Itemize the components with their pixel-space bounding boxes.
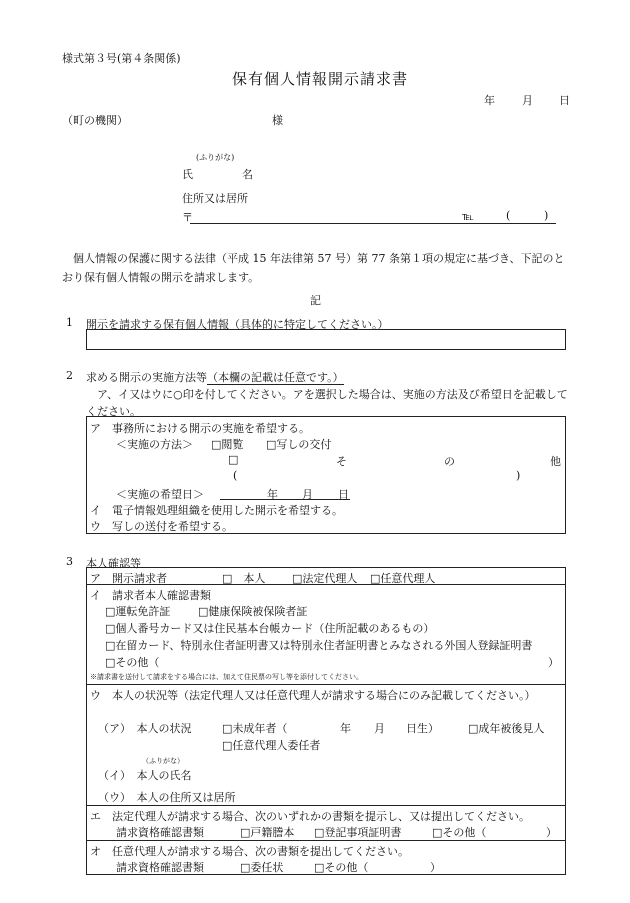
section3-label: 本人確認等 (86, 557, 141, 570)
option-other-paren-open: ( (233, 469, 238, 482)
wish-year: 年 (267, 488, 278, 501)
row-divider (86, 840, 566, 841)
requester-label: ア 開示請求者 (90, 572, 167, 585)
option-other-checkbox[interactable]: □ (228, 453, 239, 466)
legal-other[interactable]: □その他（ (432, 826, 487, 839)
date-year-label: 年 (484, 94, 495, 107)
legal-registry-cert[interactable]: □登記事項証明書 (314, 826, 402, 839)
status-delegator[interactable]: □任意代理人委任者 (222, 739, 321, 752)
legal-other-close: ） (546, 826, 557, 839)
method-label: ＜実施の方法＞ (116, 438, 193, 451)
status-minor[interactable]: □未成年者（ (222, 722, 288, 735)
option-view[interactable]: □閲覧 (211, 438, 244, 451)
section3-number: 3 (66, 555, 73, 568)
option-other-paren-close: ) (516, 469, 521, 482)
furigana-label: (ふりがな) (196, 153, 235, 162)
section2-instruction: ア、イ又はウに○印を付してください。アを選択した場合は、実施の方法及び希望日を記載してください。 (86, 388, 568, 418)
id-other[interactable]: □その他（ (105, 656, 160, 669)
section2-title: 求める開示の実施方法等 (86, 371, 207, 384)
name-label-2: 名 (242, 168, 253, 181)
legal-family-register[interactable]: □戸籍謄本 (240, 826, 295, 839)
page-title: 保有個人情報開示請求書 (232, 70, 409, 88)
voluntary-doc-label: 請求資格確認書類 (116, 861, 204, 874)
option-a-label[interactable]: ア 事務所における開示の実施を希望する。 (90, 422, 310, 435)
voluntary-other-close: ） (430, 861, 441, 874)
id-drivers-license[interactable]: □運転免許証 (105, 605, 171, 618)
row-divider (86, 684, 566, 685)
date-day-label: 日 (559, 94, 570, 107)
section1-label: 開示を請求する保有個人情報（具体的に特定してください。） (86, 318, 389, 331)
name-label-1: 氏 (182, 168, 193, 181)
date-month-label: 月 (522, 94, 533, 107)
option-other-char-2: の (444, 455, 455, 468)
option-copy[interactable]: □写しの交付 (266, 438, 332, 451)
postal-mark: 〒 (182, 211, 193, 224)
tel-mark: ℡ (462, 210, 474, 223)
address-label: 住所又は居所 (182, 192, 248, 205)
status-a-label: （ア） 本人の状況 (98, 722, 192, 735)
legal-agent-label: エ 法定代理人が請求する場合、次のいずれかの書類を提示し、又は提出してください。 (90, 810, 530, 823)
requester-self[interactable]: □ 本人 (222, 572, 266, 585)
status-furigana: （ふりがな） (142, 757, 184, 765)
option-i-label[interactable]: イ 電子情報処理組織を使用した開示を希望する。 (90, 504, 343, 517)
section1-number: 1 (66, 316, 73, 329)
id-other-close: ） (548, 656, 559, 669)
intro-paragraph: 個人情報の保護に関する法律（平成 15 年法律第 57 号）第 77 条第１項の規定に基づき、下記のとおり保有個人情報の開示を請求します。 (62, 252, 565, 284)
status-minor-year: 年 (340, 722, 351, 735)
option-other-char-1: そ (336, 455, 347, 468)
wish-day: 日 (338, 488, 349, 501)
sama-label: 様 (272, 114, 283, 127)
voluntary-power-of-attorney[interactable]: □委任状 (240, 861, 284, 874)
requester-voluntary-agent[interactable]: □任意代理人 (370, 572, 436, 585)
form-number: 様式第３号(第４条関係) (62, 52, 181, 65)
organization-label: （町の機関） (62, 114, 128, 127)
address-underline (190, 223, 556, 224)
status-u-label: （ウ） 本人の住所又は居所 (98, 791, 236, 804)
voluntary-agent-label: オ 任意代理人が請求する場合、次の書類を提出してください。 (90, 845, 409, 858)
legal-doc-label: 請求資格確認書類 (116, 826, 204, 839)
voluntary-other[interactable]: □その他（ (314, 861, 369, 874)
requester-legal-agent[interactable]: □法定代理人 (292, 572, 358, 585)
date-wish-label: ＜実施の希望日＞ (116, 488, 204, 501)
tel-paren-close: ) (544, 209, 549, 222)
wish-date-underline (220, 499, 350, 500)
id-health-insurance[interactable]: □健康保険被保険者証 (198, 605, 308, 618)
id-residence-card[interactable]: □在留カード、特別永住者証明書又は特別永住者証明書とみなされる外国人登録証明書 (105, 639, 533, 652)
id-docs-label: イ 請求者本人確認書類 (90, 589, 211, 602)
status-minor-born: 日生） (406, 722, 439, 735)
status-minor-month: 月 (374, 722, 385, 735)
status-ward[interactable]: □成年被後見人 (468, 722, 545, 735)
row-divider (86, 805, 566, 806)
option-u-label[interactable]: ウ 写しの送付を希望する。 (90, 520, 233, 533)
tel-paren-open: ( (506, 209, 511, 222)
section2-note: （本欄の記載は任意です。） (207, 371, 344, 384)
option-other-char-3: 他 (550, 455, 561, 468)
status-label: ウ 本人の状況等（法定代理人又は任意代理人が請求する場合にのみ記載してください。） (90, 689, 536, 702)
id-mynumber-card[interactable]: □個人番号カード又は住民基本台帳カード（住所記載のあるもの） (105, 622, 435, 635)
id-note: ※請求書を送付して請求をする場合には、加えて住民票の写し等を添付してください。 (90, 673, 363, 681)
section2-label (86, 369, 344, 385)
section2-number: 2 (66, 369, 73, 382)
status-i-label: （イ） 本人の氏名 (98, 769, 192, 782)
wish-month: 月 (302, 488, 313, 501)
requested-info-field[interactable] (86, 329, 566, 350)
ki-label: 記 (310, 294, 321, 307)
